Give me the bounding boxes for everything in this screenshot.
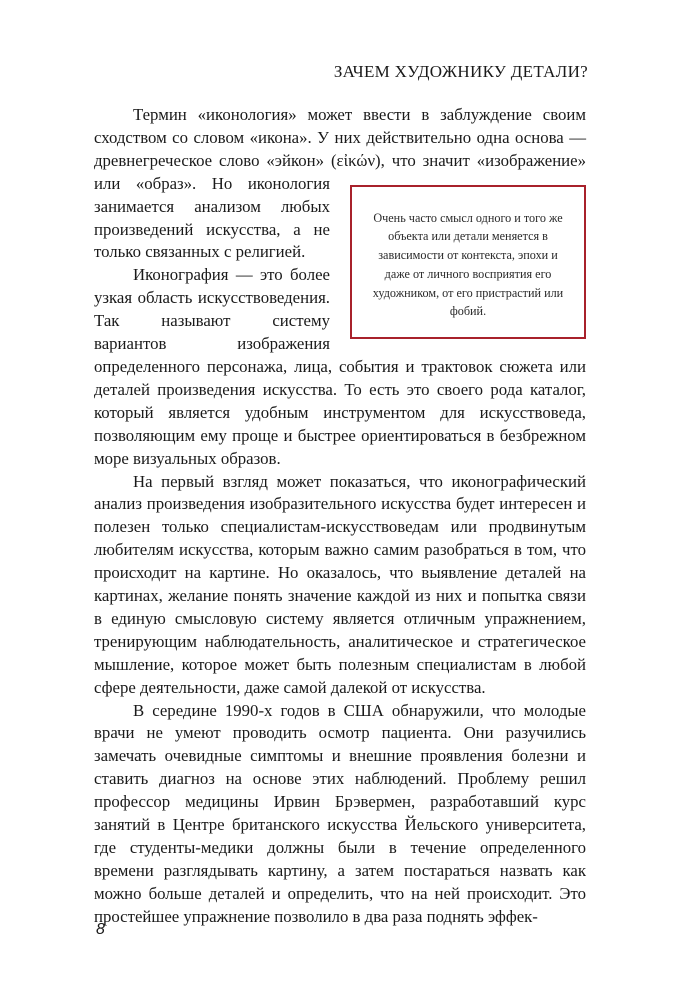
paragraph-1-start: Термин «иконология» может ввести в заблуждение своим сходством со словом «икона». У них действительно одна основа — древнегреческое слово «эйкон» (εἰκών), что значит «изображение»: [94, 105, 586, 170]
main-text: [94, 104, 586, 929]
page-number: 8: [96, 921, 105, 938]
running-head: ЗАЧЕМ ХУДОЖНИКУ ДЕТАЛИ?: [333, 62, 588, 81]
paragraph-1-rest: или «образ». Но иконология занимается анализом любых произведений искусства, а не только связанных с религией.: [94, 173, 330, 262]
paragraph-4: В середине 1990-х годов в США обнаружили, что молодые врачи не умеют проводить осмотр пациента. Они разучились замечать очевидные симптомы и внешние проявления болезни и ставить диагноз на основе этих наблюдений. Проблему решил профессор медицины Ирвин Брэвермен, разработавший курс занятий в Центре британского искусства Йельского университета, где студенты-медики должны были в течение определенного времени разглядывать картину, а затем постараться назвать как можно больше деталей и определить, что на ней происходит. Это простейшее упражнение позволило в два раза поднять эффек-: [94, 700, 586, 926]
paragraph-1: [94, 104, 586, 319]
pullquote-box: Очень часто смысл одного и того же объекта или детали меняется в зависимости от контекста, эпохи и даже от личного восприятия его художником, от его пристрастий или фобий.: [350, 185, 586, 339]
paragraph-3: На первый взгляд может показаться, что иконографический анализ произведения изобразительного искусства будет интересен и полезен только специалистам-искусствоведам или продвинутым любителям искусства, которым важно самим разобраться в том, что происходит на картине. Но оказалось, что выявление деталей на картинах, желание понять значение каждой из них и попытка связи в единую смысловую систему является отличным упражнением, тренирующим наблюдательность, аналитическое и стратегическое мышление, которое может быть полезным специалистам в любой сфере деятельности, даже самой далекой от искусства.: [94, 471, 586, 697]
paragraph-2: Иконография — это более узкая область искусствоведения. Так называют систему вариантов изображения определенного персонажа, лица, события и трактовок сюжета или деталей произведения искусства. То есть это своего рода каталог, который является удобным инструментом для искусствоведа, позволяющим ему проще и быстрее ориентироваться в безбрежном море визуальных образов.: [94, 265, 586, 468]
